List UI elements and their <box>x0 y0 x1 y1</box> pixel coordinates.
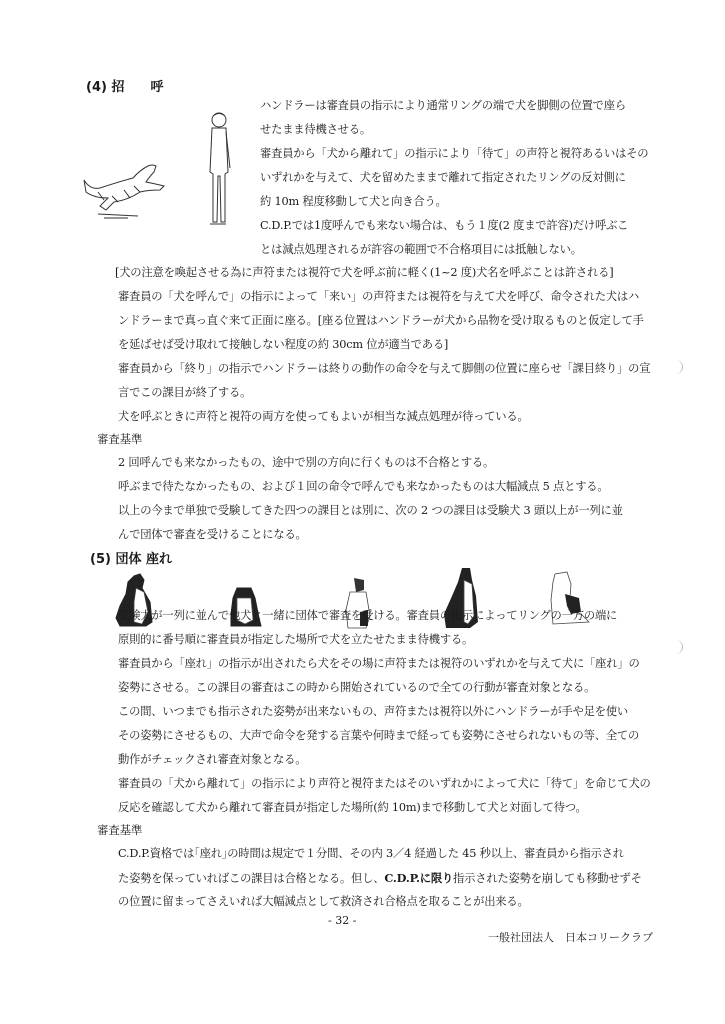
paragraph-line: 約 10m 程度移動して犬と向き合う。 <box>260 195 447 208</box>
paragraph-line: 言でこの課目が終了する。 <box>118 386 252 399</box>
paragraph-line: C.D.P.では1度呼んでも来ない場合は、もう１度(2 度まで許容)だけ呼ぶこ <box>260 219 629 232</box>
criteria-text: た姿勢を保っていればこの課目は合格となる。但し、 <box>118 872 385 885</box>
paragraph-line: を延ばせば受け取れて接触しない程度の約 30cm 位が適当である] <box>118 338 449 351</box>
paragraph-line: 動作がチェックされ審査対象となる。 <box>118 753 307 766</box>
criteria-line: 以上の今まで単独で受験してきた四つの課目とは別に、次の 2 つの課目は受験犬 3 頭以上が一列に並 <box>118 504 623 517</box>
paragraph-line: 審査員から「終り」の指示でハンドラーは終りの動作の命令を与えて脚側の位置に座らせ「課目終り」の宣 <box>118 362 651 375</box>
paragraph-line: この間、いつまでも指示された姿勢が出来ないもの、声符または視符以外にハンドラーが手や足を使い <box>118 705 629 718</box>
paragraph-line: その姿勢にさせるもの、大声で命令を発する言葉や何時まで経っても姿勢にさせられないもの等、全ての <box>118 729 640 742</box>
running-dog-illustration <box>78 160 178 220</box>
paragraph-line: ハンドラーは審査員の指示により通常リングの端で犬を脚側の位置で座ら <box>260 99 626 112</box>
paragraph-line: 審査員から「座れ」の指示が出されたら犬をその場に声符または視符のいずれかを与えて犬に「座れ」の <box>118 657 640 670</box>
criteria-heading: 審査基準 <box>97 823 143 837</box>
criteria-heading: 審査基準 <box>97 432 143 446</box>
paragraph-line: 姿勢にさせる。この課目の審査はこの時から開始されているので全ての行動が審査対象となる。 <box>118 681 596 694</box>
criteria-line: C.D.P.資格では｢座れ｣の時間は規定で１分間、その内 3／4 経過した 45 秒以上、審査員から指示され <box>118 847 624 860</box>
paragraph-line: いずれかを与えて、犬を留めたままで離れて指定されたリングの反対側に <box>260 171 626 184</box>
paragraph-line: 反応を確認して犬から離れて審査員が指定した場所(約 10m)まで移動して犬と対面して待つ。 <box>118 801 587 814</box>
paragraph-line: [犬の注意を喚起させる為に声符または視符で犬を呼ぶ前に軽く(1~2 度)犬名を呼ぶことは許される] <box>115 266 614 279</box>
paragraph-line: ンドラーまで真っ直ぐ来て正面に座る。[座る位置はハンドラーが犬から品物を受け取るものと仮定して手 <box>118 314 644 327</box>
page-number: - 32 - <box>328 914 357 927</box>
paragraph-line: 審査員の「犬を呼んで」の指示によって「来い」の声符または視符を与えて犬を呼び、命令された犬はハ <box>118 290 640 303</box>
section-5-heading: (5) 団体 座れ <box>90 552 172 567</box>
paragraph-line: 原則的に番号順に審査員が指定した場所で犬を立たせたまま待機する。 <box>118 633 474 646</box>
criteria-line: 呼ぶまで待たなかったもの、および１回の命令で呼んでも来なかったものは大幅減点 5 点とする。 <box>118 480 609 493</box>
paragraph-line: 犬を呼ぶときに声符と視符の両方を使ってもよいが相当な減点処理が待っている。 <box>118 410 529 423</box>
section-4-heading: (4) 招 呼 <box>86 80 164 95</box>
paragraph-line: とは減点処理されるが許容の範囲で不合格項目には抵触しない。 <box>260 243 582 256</box>
criteria-line: 2 回呼んでも来なかったもの、途中で別の方向に行くものは不合格とする。 <box>118 456 495 469</box>
paragraph-line: せたまま待機させる。 <box>260 123 371 136</box>
criteria-text: 指示された姿勢を崩しても移動せずそ <box>453 872 642 885</box>
paragraph-line: 受験犬が一列に並んで他犬と一緒に団体で審査を受ける。審査員の指示によってリングの一方の端に <box>118 609 618 622</box>
criteria-line: の位置に留まってさえいれば大幅減点として救済され合格点を取ることが出来る。 <box>118 895 529 908</box>
handler-illustration <box>202 112 236 232</box>
criteria-emphasis: C.D.P.に限り <box>384 871 454 885</box>
criteria-line <box>118 871 642 886</box>
criteria-line: んで団体で審査を受けることになる。 <box>118 528 307 541</box>
footer-organization: 一般社団法人 日本コリークラブ <box>488 931 653 944</box>
paragraph-line: 審査員の「犬から離れて」の指示により声符と視符またはそのいずれかによって犬に「待て」を命じて犬の <box>118 777 651 790</box>
paragraph-line: 審査員から「犬から離れて」の指示により「待て」の声符と視符あるいはその <box>260 147 649 160</box>
punch-hole-mark <box>676 360 683 374</box>
punch-hole-mark <box>676 640 683 654</box>
